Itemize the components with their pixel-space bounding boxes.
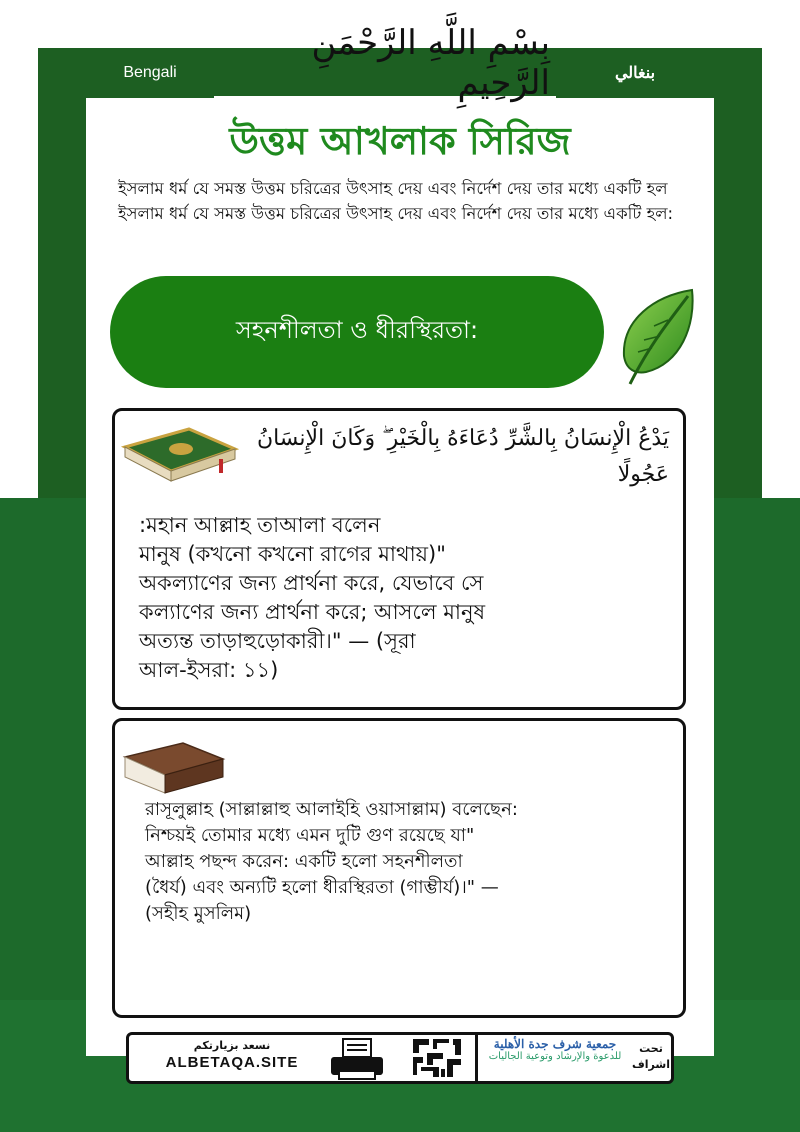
topic-banner [110, 276, 604, 388]
sponsor-line: اشراف [632, 1058, 670, 1071]
language-label-english: Bengali [86, 48, 214, 98]
translation-line: মানুষ (কখনো কখনো রাগের মাথায়)" [139, 542, 446, 566]
sponsorship-label [629, 1041, 673, 1073]
quran-translation [139, 511, 679, 685]
intro-paragraph: ইসলাম ধর্ম যে সমস্ত উত্তম চরিত্রের উৎসাহ দেয় এবং নির্দেশ দেয় তার মধ্যে একটি হল ইসলাম ধর্ম যে সমস্ত উত্তম চরিত্রের উৎসাহ দেয় এবং নির্দেশ দেয় তার মধ্যে একটি হল: [118, 179, 674, 223]
org-subtitle: للدعوة والإرشاد وتوعية الجاليات [488, 1051, 622, 1062]
quran-ayah: يَدْعُ الْإِنسَانُ بِالشَّرِّ دُعَاءَهُ بِالْخَيْرِ ۖ وَكَانَ الْإِنسَانُ عَجُولًا [256, 426, 669, 487]
site-link[interactable]: ALBETAQA.SITE [165, 1054, 299, 1071]
hadith-line: নিশ্চয়ই তোমার মধ্যে এমন দুটি গুণ রয়েছে যা" [145, 825, 475, 846]
sponsor-line: تحت [639, 1042, 663, 1055]
topic-label: সহনশীলতা ও ধীরস্থিরতা: [235, 316, 479, 344]
hadith-line: (ধৈর্য) এবং অন্যটি হলো ধীরস্থিরতা (গাম্ভীর্য)।" — [145, 877, 499, 898]
hadith-line: (সহীহ মুসলিম) [145, 903, 252, 924]
footer-bar [126, 1032, 674, 1084]
quran-book-icon [119, 423, 239, 483]
translation-line: আল-ইসরা: ১১) [139, 658, 279, 682]
translation-line: অকল্যাণের জন্য প্রার্থনা করে, যেভাবে সে [139, 571, 484, 595]
hadith-card [112, 718, 686, 1018]
page-title: উত্তম আখলাক সিরিজ [229, 119, 571, 163]
translation-line: কল্যাণের জন্য প্রার্থনা করে; আসলে মানুষ [139, 600, 486, 624]
language-label-arabic: بنغالي [556, 48, 714, 98]
hadith-line: আল্লাহ পছন্দ করেন: একটি হলো সহনশীলতা [145, 851, 463, 872]
translation-line: অত্যন্ত তাড়াহুড়োকারী।" — (সূরা [139, 629, 416, 653]
footer-divider [475, 1035, 478, 1081]
hadith-text [145, 797, 675, 927]
quran-card [112, 408, 686, 710]
bismillah-calligraphy: بِسْمِ اللَّهِ الرَّحْمَنِ الرَّحِيمِ [311, 23, 550, 103]
printer-icon[interactable] [327, 1037, 387, 1081]
leaf-icon [614, 286, 698, 390]
hadith-book-icon [119, 737, 229, 799]
hadith-line: রাসূলুল্লাহ (সাল্লাল্লাহু আলাইহি ওয়াসাল্লাম) বলেছেন: [145, 799, 518, 820]
org-name: جمعية شرف جدة الأهلية [493, 1037, 617, 1051]
organization-logo [485, 1037, 625, 1079]
footer-site-block[interactable] [137, 1039, 327, 1071]
translation-line: :মহান আল্লাহ তাআলা বলেন [139, 513, 381, 537]
qr-code-icon [409, 1035, 465, 1081]
visit-text: نسعد بزيارتكم [193, 1039, 271, 1052]
